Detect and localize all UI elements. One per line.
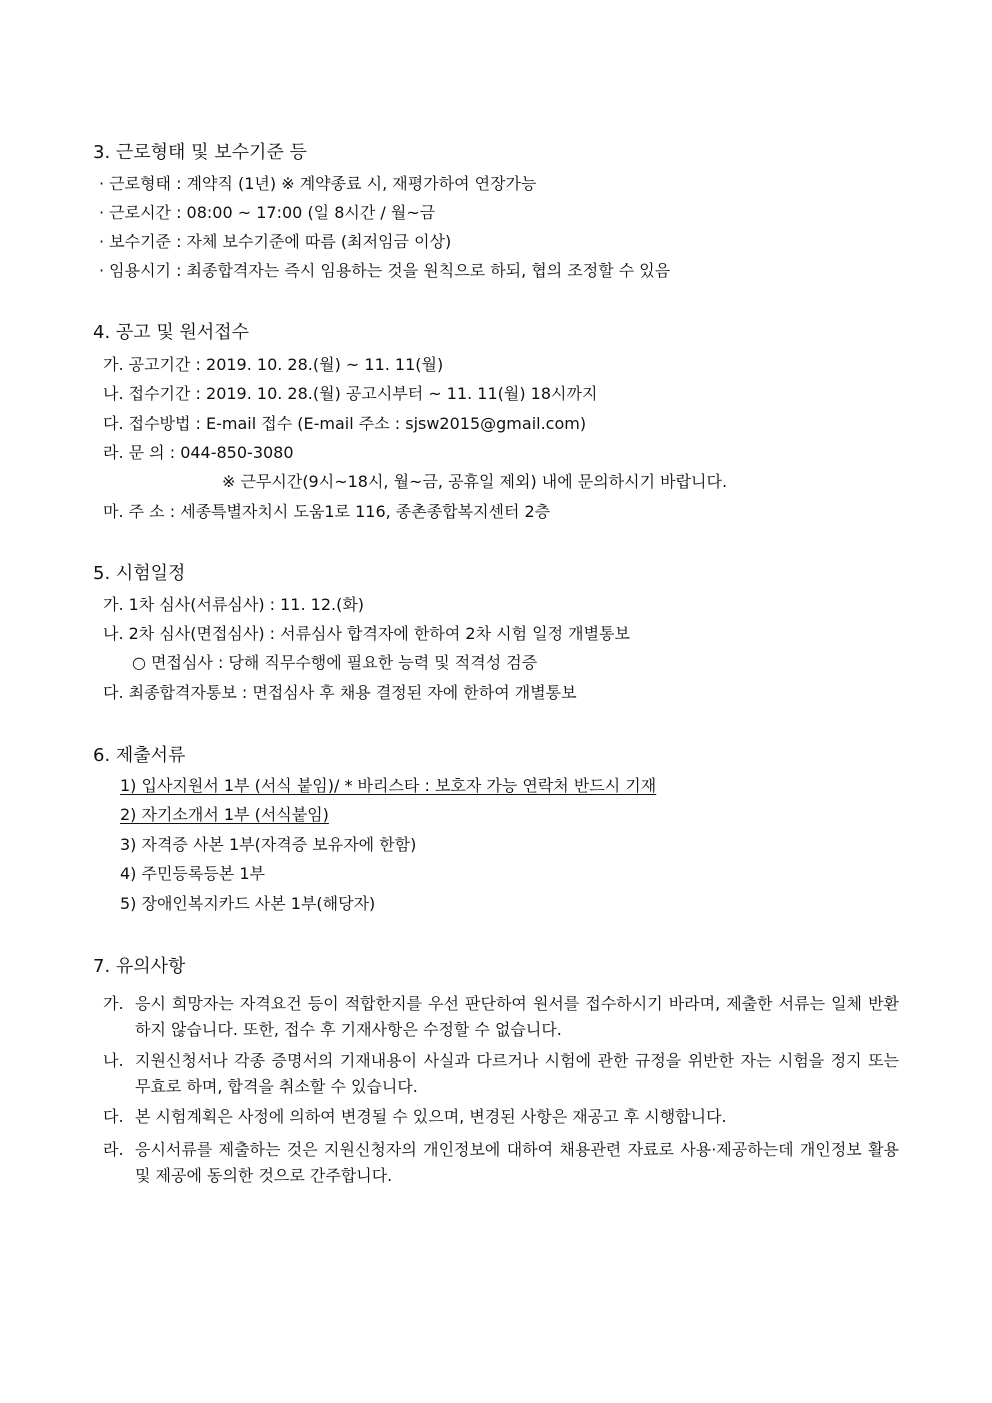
- section6-doc-application-form: 1) 입사지원서 1부 (서식 붙임)/ * 바리스타 : 보호자 가능 연락처 반드시 기재: [120, 776, 657, 795]
- section4-item-notice-period: 가. 공고기간 : 2019. 10. 28.(월) ~ 11. 11(월): [103, 355, 444, 374]
- section6-doc-disability-card: 5) 장애인복지카드 사본 1부(해당자): [120, 894, 376, 913]
- section7-note-ra-label: 라.: [103, 1140, 124, 1159]
- section5-interview-note: ○ 면접심사 : 당해 직무수행에 필요한 능력 및 적격성 검증: [132, 653, 538, 672]
- section6-doc-certificate: 3) 자격증 사본 1부(자격증 보유자에 한함): [120, 835, 417, 854]
- section7-note-na-label: 나.: [103, 1051, 124, 1070]
- section3-item-pay: · 보수기준 : 자체 보수기준에 따름 (최저임금 이상): [99, 232, 452, 251]
- section7-note-da-text: 본 시험계획은 사정에 의하여 변경될 수 있으며, 변경된 사항은 재공고 후 시행합니다.: [135, 1107, 727, 1126]
- section7-note-ga-text: 응시 희망자는 자격요건 등이 적합한지를 우선 판단하여 원서를 접수하시기 바라며, 제출한 서류는 일체 반환하지 않습니다. 또한, 접수 후 기재사항은 수정할 수 없습니다.: [135, 994, 899, 1039]
- section6-heading: 6. 제출서류: [93, 745, 186, 766]
- section4-contact-note: ※ 근무시간(9시~18시, 월~금, 공휴일 제외) 내에 문의하시기 바랍니다.: [222, 472, 728, 491]
- section3-item-work-hours: · 근로시간 : 08:00 ~ 17:00 (일 8시간 / 월~금: [99, 203, 436, 222]
- section7-note-na: [103, 1048, 903, 1100]
- section4-item-contact: 라. 문 의 : 044-850-3080: [103, 443, 294, 462]
- section6-doc-self-introduction: 2) 자기소개서 1부 (서식붙임): [120, 805, 329, 824]
- section4-heading: 4. 공고 및 원서접수: [93, 322, 250, 343]
- section3-heading: 3. 근로형태 및 보수기준 등: [93, 142, 307, 163]
- section7-heading: 7. 유의사항: [93, 956, 186, 977]
- section6-doc-resident-registration: 4) 주민등록등본 1부: [120, 864, 265, 883]
- section7-note-ga: [103, 991, 903, 1043]
- section5-item-second-review: 나. 2차 심사(면접심사) : 서류심사 합격자에 한하여 2차 시험 일정 개별통보: [103, 624, 630, 643]
- section5-heading: 5. 시험일정: [93, 563, 186, 584]
- section4-item-address: 마. 주 소 : 세종특별자치시 도움1로 116, 종촌종합복지센터 2층: [103, 502, 551, 521]
- section7-note-da-label: 다.: [103, 1107, 124, 1126]
- section7-note-ga-label: 가.: [103, 994, 124, 1013]
- section4-item-application-method: 다. 접수방법 : E-mail 접수 (E-mail 주소 : sjsw2015@gmail.com): [103, 414, 587, 433]
- section3-item-appointment: · 임용시기 : 최종합격자는 즉시 임용하는 것을 원칙으로 하되, 협의 조정할 수 있음: [99, 261, 671, 280]
- section4-item-application-period: 나. 접수기간 : 2019. 10. 28.(월) 공고시부터 ~ 11. 11(월) 18시까지: [103, 384, 598, 403]
- section7-note-da: [103, 1104, 903, 1130]
- section5-item-first-review: 가. 1차 심사(서류심사) : 11. 12.(화): [103, 595, 365, 614]
- section7-note-ra: [103, 1137, 903, 1189]
- section7-note-ra-text: 응시서류를 제출하는 것은 지원신청자의 개인정보에 대하여 채용관련 자료로 사용·제공하는데 개인정보 활용 및 제공에 동의한 것으로 간주합니다.: [135, 1140, 899, 1185]
- section7-note-na-text: 지원신청서나 각종 증명서의 기재내용이 사실과 다르거나 시험에 관한 규정을 위반한 자는 시험을 정지 또는 무효로 하며, 합격을 취소할 수 있습니다.: [135, 1051, 899, 1096]
- section5-item-final-notice: 다. 최종합격자통보 : 면접심사 후 채용 결정된 자에 한하여 개별통보: [103, 683, 577, 702]
- section3-item-employment-type: · 근로형태 : 계약직 (1년) ※ 계약종료 시, 재평가하여 연장가능: [99, 174, 537, 193]
